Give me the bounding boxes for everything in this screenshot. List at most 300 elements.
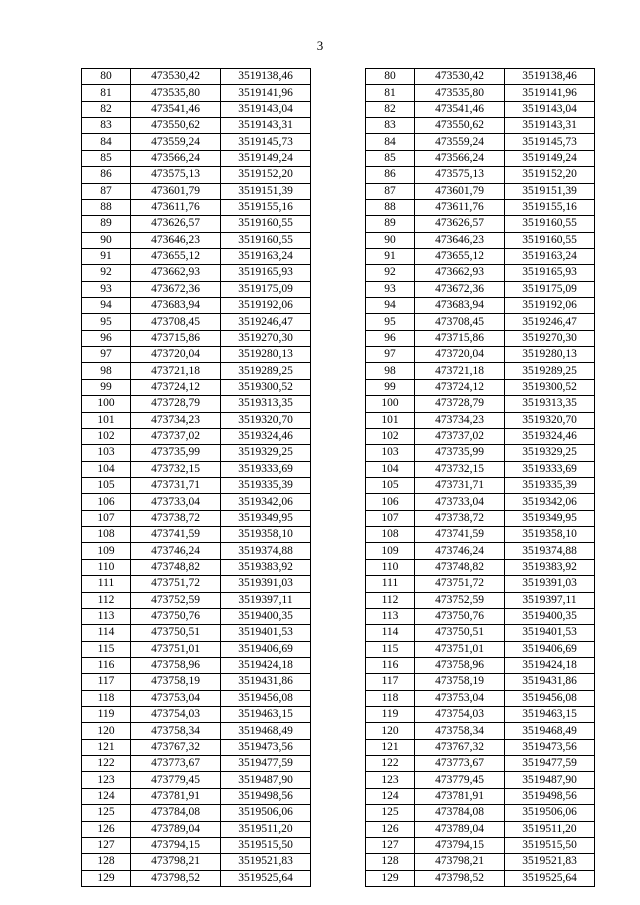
left-x-coordinate-cell: 473672,36 [131, 281, 221, 297]
left-y-coordinate-cell: 3519246,47 [221, 314, 311, 330]
left-x-coordinate-cell: 473724,12 [131, 379, 221, 395]
right-point-number-cell: 85 [366, 150, 415, 166]
right-point-number-cell: 115 [366, 641, 415, 657]
right-y-coordinate-cell: 3519329,25 [505, 445, 595, 461]
left-x-coordinate-cell: 473734,23 [131, 412, 221, 428]
right-point-number-cell: 122 [366, 756, 415, 772]
right-point-number-cell: 97 [366, 347, 415, 363]
right-y-coordinate-cell: 3519300,52 [505, 379, 595, 395]
right-y-coordinate-cell: 3519160,55 [505, 216, 595, 232]
table-row [82, 707, 595, 723]
right-point-number-cell: 102 [366, 428, 415, 444]
left-x-coordinate-cell: 473748,82 [131, 559, 221, 575]
right-y-coordinate-cell: 3519374,88 [505, 543, 595, 559]
right-point-number-cell: 129 [366, 870, 415, 886]
table-row [82, 445, 595, 461]
left-point-number-cell: 97 [82, 347, 131, 363]
table-row [82, 477, 595, 493]
right-y-coordinate-cell: 3519163,24 [505, 248, 595, 264]
left-y-coordinate-cell: 3519463,15 [221, 707, 311, 723]
left-point-number-cell: 116 [82, 657, 131, 673]
left-y-coordinate-cell: 3519401,53 [221, 625, 311, 641]
right-point-number-cell: 109 [366, 543, 415, 559]
right-y-coordinate-cell: 3519342,06 [505, 494, 595, 510]
left-x-coordinate-cell: 473611,76 [131, 199, 221, 215]
left-x-coordinate-cell: 473751,72 [131, 576, 221, 592]
table-gap-cell [311, 265, 366, 281]
right-point-number-cell: 95 [366, 314, 415, 330]
right-x-coordinate-cell: 473737,02 [415, 428, 505, 444]
right-y-coordinate-cell: 3519313,35 [505, 396, 595, 412]
right-point-number-cell: 107 [366, 510, 415, 526]
table-row [82, 412, 595, 428]
table-row [82, 821, 595, 837]
left-point-number-cell: 93 [82, 281, 131, 297]
left-point-number-cell: 81 [82, 85, 131, 101]
table-gap-cell [311, 739, 366, 755]
table-row [82, 527, 595, 543]
right-point-number-cell: 92 [366, 265, 415, 281]
left-point-number-cell: 90 [82, 232, 131, 248]
left-y-coordinate-cell: 3519152,20 [221, 167, 311, 183]
left-x-coordinate-cell: 473750,76 [131, 608, 221, 624]
right-x-coordinate-cell: 473751,72 [415, 576, 505, 592]
table-gap-cell [311, 625, 366, 641]
right-x-coordinate-cell: 473781,91 [415, 788, 505, 804]
right-x-coordinate-cell: 473732,15 [415, 461, 505, 477]
table-gap-cell [311, 445, 366, 461]
left-x-coordinate-cell: 473646,23 [131, 232, 221, 248]
right-point-number-cell: 118 [366, 690, 415, 706]
left-y-coordinate-cell: 3519515,50 [221, 837, 311, 853]
table-gap-cell [311, 69, 366, 85]
left-x-coordinate-cell: 473735,99 [131, 445, 221, 461]
left-point-number-cell: 103 [82, 445, 131, 461]
right-y-coordinate-cell: 3519324,46 [505, 428, 595, 444]
table-gap-cell [311, 805, 366, 821]
right-x-coordinate-cell: 473575,13 [415, 167, 505, 183]
right-point-number-cell: 82 [366, 101, 415, 117]
table-gap-cell [311, 527, 366, 543]
right-y-coordinate-cell: 3519141,96 [505, 85, 595, 101]
right-x-coordinate-cell: 473746,24 [415, 543, 505, 559]
left-x-coordinate-cell: 473794,15 [131, 837, 221, 853]
table-gap-cell [311, 592, 366, 608]
right-y-coordinate-cell: 3519270,30 [505, 330, 595, 346]
right-x-coordinate-cell: 473611,76 [415, 199, 505, 215]
table-row [82, 559, 595, 575]
left-x-coordinate-cell: 473737,02 [131, 428, 221, 444]
right-x-coordinate-cell: 473798,21 [415, 854, 505, 870]
left-y-coordinate-cell: 3519374,88 [221, 543, 311, 559]
left-x-coordinate-cell: 473715,86 [131, 330, 221, 346]
right-y-coordinate-cell: 3519149,24 [505, 150, 595, 166]
right-point-number-cell: 88 [366, 199, 415, 215]
left-point-number-cell: 80 [82, 69, 131, 85]
left-x-coordinate-cell: 473753,04 [131, 690, 221, 706]
right-y-coordinate-cell: 3519160,55 [505, 232, 595, 248]
table-gap-cell [311, 690, 366, 706]
table-gap-cell [311, 314, 366, 330]
left-point-number-cell: 106 [82, 494, 131, 510]
left-y-coordinate-cell: 3519473,56 [221, 739, 311, 755]
left-x-coordinate-cell: 473575,13 [131, 167, 221, 183]
left-point-number-cell: 119 [82, 707, 131, 723]
right-point-number-cell: 117 [366, 674, 415, 690]
left-x-coordinate-cell: 473550,62 [131, 118, 221, 134]
left-x-coordinate-cell: 473779,45 [131, 772, 221, 788]
left-point-number-cell: 120 [82, 723, 131, 739]
left-point-number-cell: 99 [82, 379, 131, 395]
table-gap-cell [311, 101, 366, 117]
left-point-number-cell: 86 [82, 167, 131, 183]
table-row [82, 134, 595, 150]
right-x-coordinate-cell: 473566,24 [415, 150, 505, 166]
table-gap-cell [311, 298, 366, 314]
right-point-number-cell: 84 [366, 134, 415, 150]
left-y-coordinate-cell: 3519333,69 [221, 461, 311, 477]
table-row [82, 543, 595, 559]
right-x-coordinate-cell: 473530,42 [415, 69, 505, 85]
left-y-coordinate-cell: 3519138,46 [221, 69, 311, 85]
left-point-number-cell: 104 [82, 461, 131, 477]
table-row [82, 265, 595, 281]
right-x-coordinate-cell: 473773,67 [415, 756, 505, 772]
table-row [82, 85, 595, 101]
right-point-number-cell: 96 [366, 330, 415, 346]
right-point-number-cell: 101 [366, 412, 415, 428]
left-x-coordinate-cell: 473798,21 [131, 854, 221, 870]
table-gap-cell [311, 756, 366, 772]
right-y-coordinate-cell: 3519521,83 [505, 854, 595, 870]
right-y-coordinate-cell: 3519155,16 [505, 199, 595, 215]
left-point-number-cell: 123 [82, 772, 131, 788]
table-gap-cell [311, 494, 366, 510]
right-point-number-cell: 110 [366, 559, 415, 575]
table-gap-cell [311, 363, 366, 379]
table-gap-cell [311, 674, 366, 690]
table-row [82, 510, 595, 526]
right-y-coordinate-cell: 3519477,59 [505, 756, 595, 772]
right-y-coordinate-cell: 3519192,06 [505, 298, 595, 314]
left-x-coordinate-cell: 473798,52 [131, 870, 221, 886]
right-x-coordinate-cell: 473662,93 [415, 265, 505, 281]
left-x-coordinate-cell: 473746,24 [131, 543, 221, 559]
left-x-coordinate-cell: 473773,67 [131, 756, 221, 772]
table-gap-cell [311, 576, 366, 592]
left-y-coordinate-cell: 3519383,92 [221, 559, 311, 575]
left-y-coordinate-cell: 3519487,90 [221, 772, 311, 788]
right-x-coordinate-cell: 473789,04 [415, 821, 505, 837]
left-y-coordinate-cell: 3519155,16 [221, 199, 311, 215]
left-point-number-cell: 101 [82, 412, 131, 428]
left-point-number-cell: 125 [82, 805, 131, 821]
table-gap-cell [311, 134, 366, 150]
left-x-coordinate-cell: 473733,04 [131, 494, 221, 510]
right-y-coordinate-cell: 3519391,03 [505, 576, 595, 592]
left-y-coordinate-cell: 3519456,08 [221, 690, 311, 706]
right-x-coordinate-cell: 473767,32 [415, 739, 505, 755]
table-row [82, 592, 595, 608]
left-point-number-cell: 128 [82, 854, 131, 870]
left-y-coordinate-cell: 3519289,25 [221, 363, 311, 379]
table-row [82, 396, 595, 412]
left-y-coordinate-cell: 3519175,09 [221, 281, 311, 297]
right-point-number-cell: 90 [366, 232, 415, 248]
right-x-coordinate-cell: 473655,12 [415, 248, 505, 264]
left-y-coordinate-cell: 3519329,25 [221, 445, 311, 461]
table-row [82, 854, 595, 870]
right-y-coordinate-cell: 3519335,39 [505, 477, 595, 493]
table-row [82, 641, 595, 657]
left-x-coordinate-cell: 473781,91 [131, 788, 221, 804]
table-row [82, 608, 595, 624]
left-y-coordinate-cell: 3519342,06 [221, 494, 311, 510]
right-point-number-cell: 91 [366, 248, 415, 264]
right-x-coordinate-cell: 473779,45 [415, 772, 505, 788]
right-y-coordinate-cell: 3519289,25 [505, 363, 595, 379]
left-x-coordinate-cell: 473750,51 [131, 625, 221, 641]
left-x-coordinate-cell: 473758,34 [131, 723, 221, 739]
table-gap-cell [311, 412, 366, 428]
left-x-coordinate-cell: 473754,03 [131, 707, 221, 723]
right-point-number-cell: 120 [366, 723, 415, 739]
right-x-coordinate-cell: 473724,12 [415, 379, 505, 395]
left-point-number-cell: 109 [82, 543, 131, 559]
left-x-coordinate-cell: 473738,72 [131, 510, 221, 526]
left-x-coordinate-cell: 473741,59 [131, 527, 221, 543]
left-point-number-cell: 111 [82, 576, 131, 592]
left-x-coordinate-cell: 473683,94 [131, 298, 221, 314]
left-y-coordinate-cell: 3519511,20 [221, 821, 311, 837]
right-point-number-cell: 104 [366, 461, 415, 477]
right-y-coordinate-cell: 3519406,69 [505, 641, 595, 657]
right-x-coordinate-cell: 473752,59 [415, 592, 505, 608]
left-point-number-cell: 91 [82, 248, 131, 264]
table-gap-cell [311, 150, 366, 166]
right-point-number-cell: 119 [366, 707, 415, 723]
left-y-coordinate-cell: 3519143,31 [221, 118, 311, 134]
left-y-coordinate-cell: 3519320,70 [221, 412, 311, 428]
left-x-coordinate-cell: 473731,71 [131, 477, 221, 493]
left-y-coordinate-cell: 3519525,64 [221, 870, 311, 886]
right-point-number-cell: 124 [366, 788, 415, 804]
left-point-number-cell: 83 [82, 118, 131, 134]
table-gap-cell [311, 330, 366, 346]
left-point-number-cell: 102 [82, 428, 131, 444]
table-row [82, 248, 595, 264]
right-point-number-cell: 125 [366, 805, 415, 821]
left-x-coordinate-cell: 473559,24 [131, 134, 221, 150]
table-gap-cell [311, 183, 366, 199]
left-y-coordinate-cell: 3519280,13 [221, 347, 311, 363]
table-gap-cell [311, 461, 366, 477]
table-row [82, 101, 595, 117]
table-gap-cell [311, 477, 366, 493]
left-point-number-cell: 82 [82, 101, 131, 117]
left-x-coordinate-cell: 473541,46 [131, 101, 221, 117]
right-y-coordinate-cell: 3519515,50 [505, 837, 595, 853]
right-x-coordinate-cell: 473798,52 [415, 870, 505, 886]
right-point-number-cell: 94 [366, 298, 415, 314]
left-y-coordinate-cell: 3519145,73 [221, 134, 311, 150]
left-x-coordinate-cell: 473751,01 [131, 641, 221, 657]
left-y-coordinate-cell: 3519149,24 [221, 150, 311, 166]
table-gap-cell [311, 559, 366, 575]
left-x-coordinate-cell: 473728,79 [131, 396, 221, 412]
left-y-coordinate-cell: 3519391,03 [221, 576, 311, 592]
table-row [82, 674, 595, 690]
table-row [82, 837, 595, 853]
left-y-coordinate-cell: 3519424,18 [221, 657, 311, 673]
right-point-number-cell: 103 [366, 445, 415, 461]
table-row [82, 118, 595, 134]
table-row [82, 150, 595, 166]
table-row [82, 232, 595, 248]
right-y-coordinate-cell: 3519246,47 [505, 314, 595, 330]
right-y-coordinate-cell: 3519349,95 [505, 510, 595, 526]
right-point-number-cell: 98 [366, 363, 415, 379]
left-y-coordinate-cell: 3519165,93 [221, 265, 311, 281]
right-y-coordinate-cell: 3519145,73 [505, 134, 595, 150]
left-point-number-cell: 124 [82, 788, 131, 804]
left-y-coordinate-cell: 3519397,11 [221, 592, 311, 608]
left-y-coordinate-cell: 3519335,39 [221, 477, 311, 493]
table-gap-cell [311, 854, 366, 870]
right-point-number-cell: 114 [366, 625, 415, 641]
right-x-coordinate-cell: 473601,79 [415, 183, 505, 199]
table-gap-cell [311, 657, 366, 673]
left-x-coordinate-cell: 473662,93 [131, 265, 221, 281]
right-y-coordinate-cell: 3519151,39 [505, 183, 595, 199]
right-x-coordinate-cell: 473753,04 [415, 690, 505, 706]
table-row [82, 298, 595, 314]
table-row [82, 428, 595, 444]
left-x-coordinate-cell: 473767,32 [131, 739, 221, 755]
left-y-coordinate-cell: 3519358,10 [221, 527, 311, 543]
left-y-coordinate-cell: 3519151,39 [221, 183, 311, 199]
left-point-number-cell: 107 [82, 510, 131, 526]
right-y-coordinate-cell: 3519143,04 [505, 101, 595, 117]
right-point-number-cell: 116 [366, 657, 415, 673]
table-row [82, 347, 595, 363]
right-point-number-cell: 93 [366, 281, 415, 297]
left-y-coordinate-cell: 3519192,06 [221, 298, 311, 314]
right-y-coordinate-cell: 3519401,53 [505, 625, 595, 641]
table-row [82, 363, 595, 379]
left-y-coordinate-cell: 3519406,69 [221, 641, 311, 657]
table-gap-cell [311, 232, 366, 248]
right-y-coordinate-cell: 3519506,06 [505, 805, 595, 821]
table-row [82, 739, 595, 755]
left-y-coordinate-cell: 3519498,56 [221, 788, 311, 804]
left-point-number-cell: 117 [82, 674, 131, 690]
left-point-number-cell: 100 [82, 396, 131, 412]
right-x-coordinate-cell: 473758,19 [415, 674, 505, 690]
table-row [82, 657, 595, 673]
right-point-number-cell: 83 [366, 118, 415, 134]
table-gap-cell [311, 396, 366, 412]
right-x-coordinate-cell: 473715,86 [415, 330, 505, 346]
right-x-coordinate-cell: 473758,34 [415, 723, 505, 739]
page-number: 3 [316, 38, 324, 53]
right-point-number-cell: 126 [366, 821, 415, 837]
table-row [82, 756, 595, 772]
right-point-number-cell: 100 [366, 396, 415, 412]
left-point-number-cell: 126 [82, 821, 131, 837]
right-x-coordinate-cell: 473731,71 [415, 477, 505, 493]
table-gap-cell [311, 428, 366, 444]
table-gap-cell [311, 510, 366, 526]
table-row [82, 494, 595, 510]
right-x-coordinate-cell: 473626,57 [415, 216, 505, 232]
right-point-number-cell: 121 [366, 739, 415, 755]
right-y-coordinate-cell: 3519320,70 [505, 412, 595, 428]
left-x-coordinate-cell: 473708,45 [131, 314, 221, 330]
left-point-number-cell: 115 [82, 641, 131, 657]
left-point-number-cell: 108 [82, 527, 131, 543]
right-y-coordinate-cell: 3519463,15 [505, 707, 595, 723]
right-x-coordinate-cell: 473550,62 [415, 118, 505, 134]
left-y-coordinate-cell: 3519141,96 [221, 85, 311, 101]
right-y-coordinate-cell: 3519473,56 [505, 739, 595, 755]
table-gap-cell [311, 281, 366, 297]
left-point-number-cell: 110 [82, 559, 131, 575]
right-x-coordinate-cell: 473750,76 [415, 608, 505, 624]
table-gap-cell [311, 707, 366, 723]
table-gap-cell [311, 837, 366, 853]
right-point-number-cell: 86 [366, 167, 415, 183]
coordinates-table [81, 68, 595, 887]
left-x-coordinate-cell: 473789,04 [131, 821, 221, 837]
left-point-number-cell: 95 [82, 314, 131, 330]
table-row [82, 461, 595, 477]
table-gap-cell [311, 723, 366, 739]
table-row [82, 772, 595, 788]
right-y-coordinate-cell: 3519383,92 [505, 559, 595, 575]
right-y-coordinate-cell: 3519424,18 [505, 657, 595, 673]
right-x-coordinate-cell: 473728,79 [415, 396, 505, 412]
right-x-coordinate-cell: 473541,46 [415, 101, 505, 117]
left-y-coordinate-cell: 3519270,30 [221, 330, 311, 346]
table-gap-cell [311, 248, 366, 264]
right-x-coordinate-cell: 473535,80 [415, 85, 505, 101]
left-x-coordinate-cell: 473655,12 [131, 248, 221, 264]
right-y-coordinate-cell: 3519358,10 [505, 527, 595, 543]
right-x-coordinate-cell: 473741,59 [415, 527, 505, 543]
right-point-number-cell: 123 [366, 772, 415, 788]
left-point-number-cell: 129 [82, 870, 131, 886]
right-y-coordinate-cell: 3519525,64 [505, 870, 595, 886]
left-x-coordinate-cell: 473758,96 [131, 657, 221, 673]
left-point-number-cell: 88 [82, 199, 131, 215]
table-gap-cell [311, 118, 366, 134]
table-gap-cell [311, 608, 366, 624]
left-x-coordinate-cell: 473720,04 [131, 347, 221, 363]
table-row [82, 576, 595, 592]
right-point-number-cell: 81 [366, 85, 415, 101]
left-x-coordinate-cell: 473530,42 [131, 69, 221, 85]
left-x-coordinate-cell: 473784,08 [131, 805, 221, 821]
table-gap-cell [311, 347, 366, 363]
table-row [82, 625, 595, 641]
table-row [82, 330, 595, 346]
table-row [82, 723, 595, 739]
right-y-coordinate-cell: 3519468,49 [505, 723, 595, 739]
left-x-coordinate-cell: 473758,19 [131, 674, 221, 690]
left-point-number-cell: 98 [82, 363, 131, 379]
right-y-coordinate-cell: 3519175,09 [505, 281, 595, 297]
